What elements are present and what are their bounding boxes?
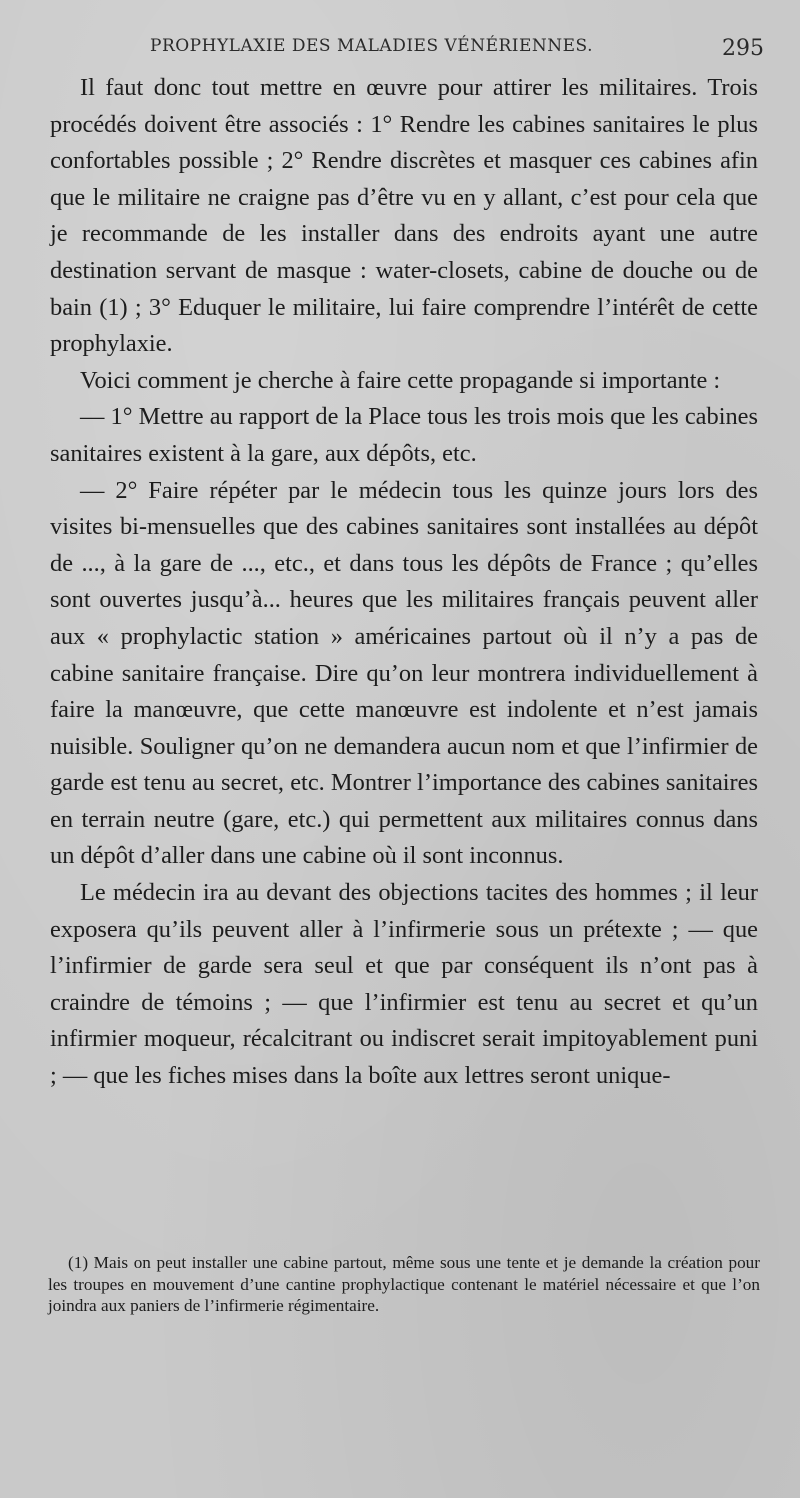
- footnote: (1) Mais on peut installer une cabine partout, même sous une tente et je demande la création pour les troupes en mouvement d’une cantine prophylactique contenant le matériel nécessaire et que l’on joindra aux paniers de l’infirmerie régimentaire.: [48, 1253, 760, 1315]
- paragraph: — 1° Mettre au rapport de la Place tous les trois mois que les cabines sanitaires existent à la gare, aux dépôts, etc.: [50, 403, 758, 467]
- paragraph: Le médecin ira au devant des objections tacites des hommes ; il leur exposera qu’ils peuvent aller à l’infirmerie sous un prétexte ; — que l’infirmier de garde sera seul et que par conséquent ils n’ont pas à craindre de témoins ; — que l’infirmier est tenu au secret et qu’un infirmier moqueur, récalcitrant ou indiscret serait impitoyablement puni ; — que les fiches mises dans la boîte aux lettres seront unique-: [50, 879, 758, 1090]
- body-text: [50, 70, 758, 1095]
- running-title: PROPHYLAXIE DES MALADIES VÉNÉRIENNES.: [150, 36, 594, 56]
- paragraph: Il faut donc tout mettre en œuvre pour attirer les militaires. Trois procédés doivent être associés : 1° Rendre les cabines sanitaires le plus confortables possible ; 2° Rendre discrètes et masquer ces cabines afin que le militaire ne craigne pas d’être vu en y allant, c’est pour cela que je recommande de les installer dans des endroits ayant une autre destination servant de masque : water-closets, cabine de douche ou de bain (1) ; 3° Eduquer le militaire, lui faire comprendre l’intérêt de cette prophylaxie.: [50, 74, 758, 358]
- paragraph: — 2° Faire répéter par le médecin tous les quinze jours lors des visites bi-mensuelles que des cabines sanitaires sont installées au dépôt de ..., à la gare de ..., etc., et dans tous les dépôts de France ; qu’elles sont ouvertes jusqu’à... heures que les militaires français peuvent aller aux « prophylactic station » américaines partout où il n’y a pas de cabine sanitaire française. Dire qu’on leur montrera individuellement à faire la manœuvre, que cette manœuvre est indolente et n’est jamais nuisible. Souligner qu’on ne demandera aucun nom et que l’infirmier de garde est tenu au secret, etc. Montrer l’importance des cabines sanitaires en terrain neutre (gare, etc.) qui permettent aux militaires connus dans un dépôt d’aller dans une cabine où il sont inconnus.: [50, 476, 758, 870]
- footnotes: [48, 1252, 760, 1317]
- paragraph: Voici comment je cherche à faire cette propagande si importante :: [80, 366, 721, 394]
- page-number: 295: [722, 36, 764, 61]
